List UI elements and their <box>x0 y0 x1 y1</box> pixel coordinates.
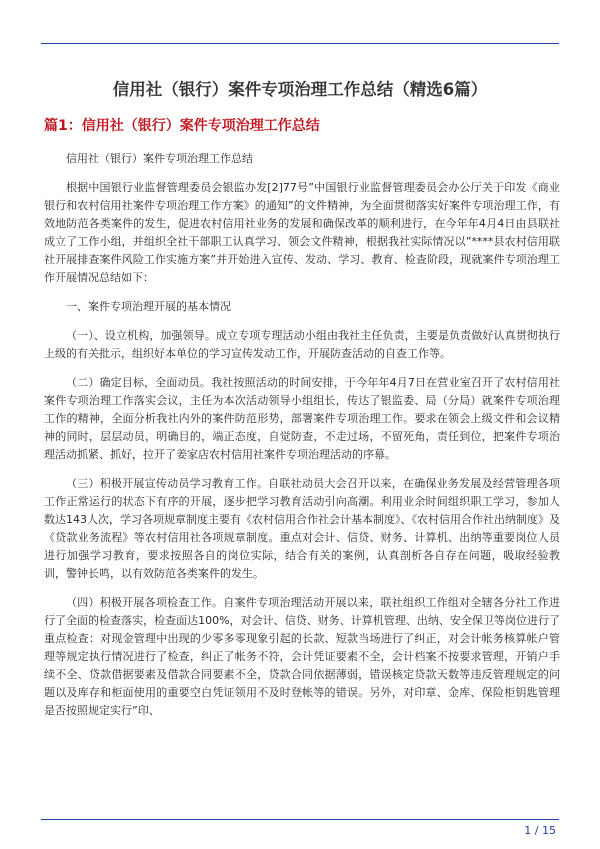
intro-paragraph: 根据中国银行业监督管理委员会银监办发[2]77号”中国银行业监督管理委员会办公厅关于印发《商业银行和农村信用社案件专项治理工作方案》的通知”的文件精神，为全面贯彻落实好案件专项治理工作，有效地防范各类案件的发生，促进农村信用社业务的发展和确保改革的顺利进行，在今年年4月4日由县联社成立了工作小组，并组织全社干部职工认真学习、领会文件精神，根据我社实际情况以”****县农村信用联社开展排查案件风险工作实施方案”并开始进入宣传、发动、学习、教育、检查阶段，现就案件专项治理工作开展情况总结如下： <box>44 181 560 284</box>
section-subtitle: 信用社（银行）案件专项治理工作总结 <box>66 152 253 165</box>
paragraph-4: （四）积极开展各项检查工作。自案件专项治理活动开展以来，联社组织工作组对全辖各分社工作进行了全面的检查落实，检查面达100%，对会计、信贷、财务、计算机管理、出纳、安全保卫等岗位进行了重点检查：对现金管理中出现的少零多零现象引起的长款、短款当场进行了纠正，对会计帐务核算帐户管理等规定执行情况进行了检查，纠正了帐务不符，会计凭证要素不全，会计档案不按要求管理，开销户手续不全、贷款借据要素及借款合同要素不全，贷款合同依据薄弱，错误核定贷款天数等违反管理规定的问题以及库存和柜面使用的重要空白凭证领用不及时登帐等的错误。另外，对印章、金库、保险柜钥匙管理是否按照规定实行”印、 <box>44 596 560 717</box>
header-rule <box>41 43 559 44</box>
page-number: 1 / 15 <box>524 824 556 837</box>
chapter-heading: 篇1：信用社（银行）案件专项治理工作总结 <box>44 118 320 134</box>
section-heading: 一、案件专项治理开展的基本情况 <box>66 300 231 313</box>
paragraph-1: （一）、设立机构，加强领导。成立专项专理活动小组由我社主任负责，主要是负责做好认真贯彻执行上级的有关批示，组织好本单位的学习宣传发动工作，开展防查活动的自查工作等。 <box>44 329 560 360</box>
paragraph-2: （二）确定目标，全面动员。我社按照活动的时间安排，于今年年4月7日在营业室召开了农村信用社案件专项治理工作落实会议，主任为本次活动领导小组组长，传达了银监委、局（分局）就案件专项治理工作的精神，全面分析我社内外的案件防范形势，部署案件专项治理工作。要求在领会上级文件和会议精神的同时，层层动员，明确目的，端正态度，自觉防查，不走过场，不留死角，责任到位，把案件专项治理活动抓紧、抓好，拉开了姜家店农村信用社案件专项治理活动的序幕。 <box>44 376 560 461</box>
footer-rule <box>41 819 559 820</box>
document-title: 信用社（银行）案件专项治理工作总结（精选6篇） <box>112 80 488 99</box>
document-body <box>44 150 560 731</box>
paragraph-3: （三）积极开展宣传动员学习教育工作。自联社动员大会召开以来，在确保业务发展及经营管理各项工作正常运行的状态下有序的开展，逐步把学习教育活动引向高潮。利用业余时间组织职工学习，参加人数达143人次，学习各项规章制度主要有《农村信用合作社会计基本制度》、《农村信用合作社出纳制度》及《贷款业务流程》等农村信用社各项规章制度。重点对会计、信贷、财务、计算机、出纳等重要岗位人员进行加强学习教育，要求按照各自的岗位实际，结合有关的案例，认真剖析各自存在问题，吸取经验教训，警钟长鸣，以有效防范各类案件的发生。 <box>44 477 560 580</box>
